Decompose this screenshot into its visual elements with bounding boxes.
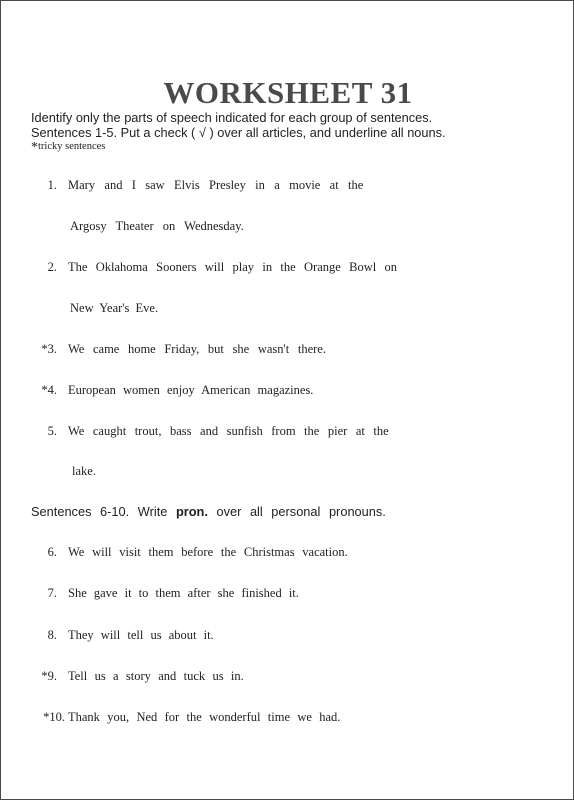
sentence-number: *9. bbox=[41, 669, 57, 683]
sentence-text: Argosy Theater on Wednesday. bbox=[70, 219, 244, 233]
sentence-text: The Oklahoma Sooners will play in the Orange Bowl on bbox=[68, 260, 398, 274]
sentence-text: Mary and I saw Elvis Presley in a movie at the bbox=[68, 178, 364, 192]
page-title: WORKSHEET 31 bbox=[163, 75, 413, 110]
instructions-line-1: Identify only the parts of speech indicated for each group of sentences. bbox=[31, 110, 433, 125]
sentence-text: Thank you, Ned for the wonderful time we had. bbox=[68, 710, 341, 724]
sentence-number: 7. bbox=[47, 586, 57, 600]
sentence-number: 2. bbox=[47, 260, 57, 274]
sentence-text: European women enjoy American magazines. bbox=[68, 383, 314, 397]
sentence-text: lake. bbox=[72, 464, 96, 478]
sentence-text: Tell us a story and tuck us in. bbox=[68, 669, 244, 683]
sentence-number: 8. bbox=[47, 628, 57, 642]
pron-label: pron. bbox=[175, 504, 208, 519]
sentence-number: *4. bbox=[41, 383, 57, 397]
sentence-number: *10. bbox=[43, 710, 65, 724]
sentence-text: We came home Friday, but she wasn't there. bbox=[68, 342, 326, 356]
sentence-number: 6. bbox=[47, 545, 57, 559]
sentence-text: They will tell us about it. bbox=[68, 628, 214, 642]
sentence-text: We will visit them before the Christmas vacation. bbox=[68, 545, 348, 559]
sentence-number: 5. bbox=[47, 424, 57, 438]
tricky-label: tricky sentences bbox=[38, 141, 106, 152]
section-2-text: Sentences 6-10. Write bbox=[31, 504, 176, 519]
tricky-star: * bbox=[31, 140, 38, 155]
sentence-number: *3. bbox=[41, 342, 57, 356]
instructions-line-2: Sentences 1-5. Put a check ( √ ) over all articles, and underline all nouns. bbox=[31, 125, 446, 140]
section-2-text: over all personal pronouns. bbox=[207, 504, 386, 519]
sentence-text: She gave it to them after she finished it. bbox=[68, 586, 299, 600]
sentence-text: We caught trout, bass and sunfish from the pier at the bbox=[68, 424, 389, 438]
sentence-text: New Year's Eve. bbox=[70, 301, 159, 315]
sentence-number: 1. bbox=[47, 178, 57, 192]
section-2-instructions bbox=[31, 504, 386, 520]
tricky-note bbox=[31, 140, 105, 155]
